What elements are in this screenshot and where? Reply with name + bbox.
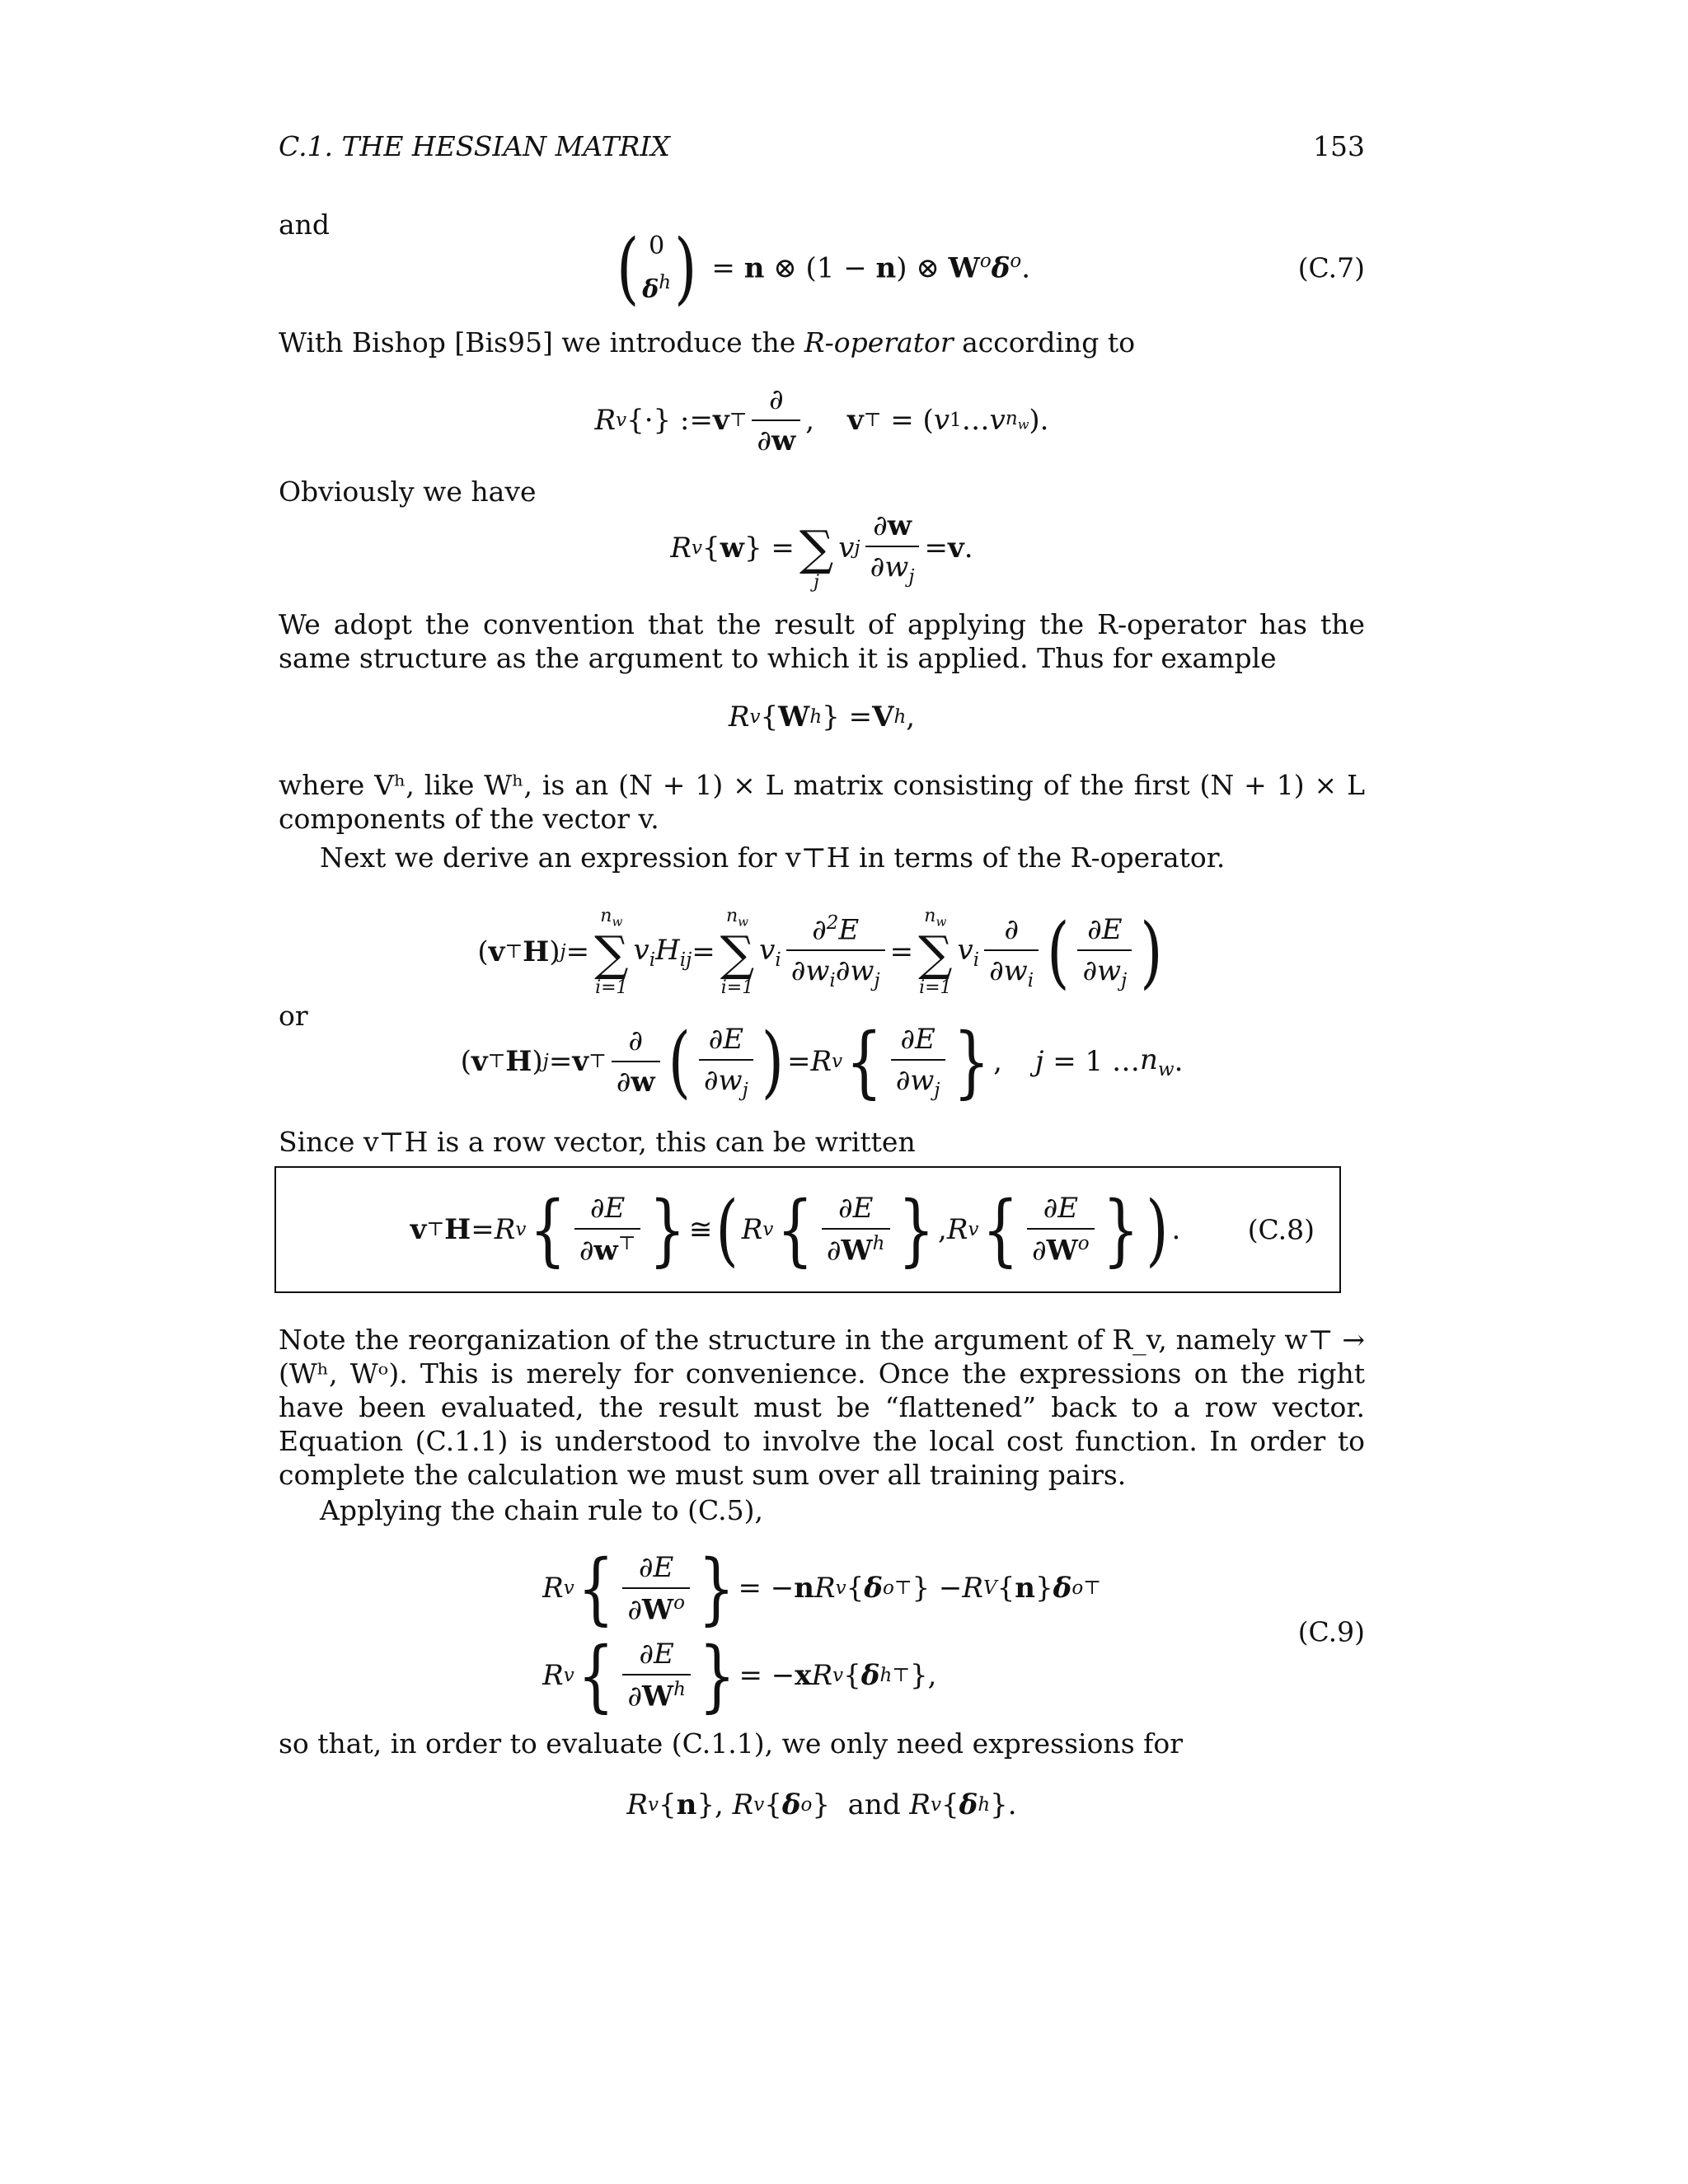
equation-vh-sum: ( v ⊤ H ) j = $n_w$ ∑ i=1 $v_iH_{ij}$ = $n_w$ ∑ i=1 $v_i$ $\frac{\partial^2E}{\partial w_i\partial w_j}$ = $n_w$ ∑ i=1 $v_i$ $\frac{\partial}{\partial w_i}$ ( $\frac{\partial E}{\partial w_j}$ ) [477, 906, 1163, 998]
paragraph-bishop: With Bishop [Bis95] we introduce the R-operator according to [279, 326, 1136, 359]
paragraph-convention: We adopt the convention that the result of applying the R-operator has the same structure as the argument to which it is applied. Thus for example [279, 608, 1365, 674]
equation-label: (C.8) [1247, 1213, 1315, 1246]
equation-c9: R v { $\frac{\partial E}{\partial W^o}$ } = − n R v { δ o⊤ } − R V { n } δ o⊤ R v { $\frac{\partial E}{\partial W^h}$ } = − x R v { δ h⊤ }, (C.9) [542, 1542, 1365, 1722]
paragraph-next: Next we derive an expression for v⊤H in terms of the R-operator. [320, 841, 1226, 874]
equation-label: (C.9) [1297, 1615, 1365, 1648]
boxed-equation-c8 [274, 1166, 1341, 1293]
equation-r-operator: R v {·} := v ⊤ $\frac{\partial}{\partial w}$ , v ⊤ = ( v 1 … v $n_w$ ). [594, 383, 1049, 457]
paragraph-so-that: so that, in order to evaluate (C.1.1), we only need expressions for [279, 1727, 1183, 1760]
paragraph-obviously: Obviously we have [279, 476, 537, 508]
equation-vh-rv: ( v ⊤ H ) j = v ⊤ $\frac{\partial}{\partial w}$ ( $\frac{\partial E}{\partial w_j}$ ) = R v { $\frac{\partial E}{\partial w_j}$ } , j = 1 … $n_w$ . [460, 1015, 1184, 1108]
paragraph-since: Since v⊤H is a row vector, this can be written [279, 1126, 916, 1158]
paragraph-or: or [279, 1000, 308, 1032]
equation-final: R v { n }, R v { δ o } and R v { δ h }. [626, 1788, 1017, 1821]
section-title: C.1. THE HESSIAN MATRIX [279, 130, 670, 162]
paragraph-applying: Applying the chain rule to (C.5), [320, 1494, 763, 1526]
equation-label: (C.7) [1297, 251, 1365, 284]
paragraph-note: Note the reorganization of the structure in the argument of R_v, namely w⊤ → (Wʰ, Wᵒ). This is merely for convenience. Once the expressions on the right have been evaluated, the result must be “flattened” back to a row vector. Equation (C.1.1) is understood to involve the local cost function. In order to complete the calculation we must sum over all training pairs. [279, 1324, 1365, 1491]
equation-c7: ( 0 $\delta^h$ ) = n ⊗ (1 − n) ⊗ $W^o\delta^o$. (C.7) [616, 222, 1365, 314]
paragraph-where: where Vʰ, like Wʰ, is an (N + 1) × L matrix consisting of the first (N + 1) × L components of the vector v. [279, 769, 1365, 835]
r-operator-term: R-operator [804, 326, 954, 359]
page-number: 153 [1313, 130, 1365, 162]
equation-rv-w: R v { w } = ∑ j v j $\frac{\partial w}{\partial w_j}$ = v . [670, 509, 973, 593]
paragraph-and: and [279, 209, 331, 241]
equation-rv-wh: R v { W h } = V h , [728, 701, 916, 733]
equation-c8: v ⊤ H = R v { $\frac{\partial E}{\partial w^⊤}$ } ≅ ( R v { $\frac{\partial E}{\partial W^h}$ } , R v { $\frac{\partial E}{\partial W^o}$ } ) . (C.8) [410, 1183, 1315, 1276]
